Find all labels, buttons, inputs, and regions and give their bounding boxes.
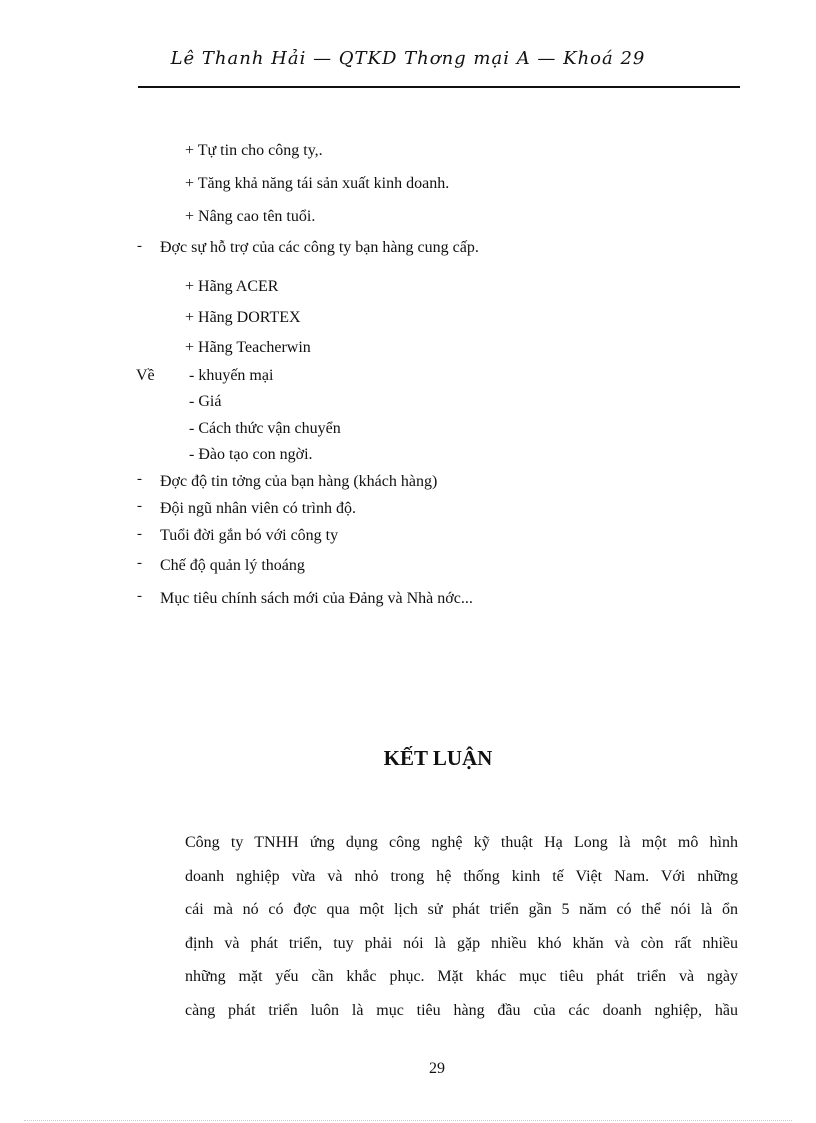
header-divider: [138, 86, 740, 88]
paragraph-line: cái mà nó có đợc qua một lịch sử phát triển gần 5 năm có thể nói là ổn: [185, 901, 738, 918]
list-item: - Cách thức vận chuyển: [189, 420, 341, 437]
page-bottom-divider: [24, 1120, 792, 1121]
conclusion-paragraph: [185, 826, 738, 1027]
page-header: Lê Thanh Hải — QTKD Thơng mại A — Khoá 29: [170, 48, 646, 69]
paragraph-line: định và phát triển, tuy phải nói là gặp nhiều khó khăn và còn rất nhiều: [185, 934, 738, 952]
list-item: - khuyến mại: [189, 367, 274, 384]
list-item: + Nâng cao tên tuổi.: [185, 208, 316, 225]
ve-label: Về: [136, 367, 155, 384]
bullet-marker: -: [137, 555, 142, 571]
paragraph-line: những mặt yếu cần khắc phục. Mặt khác mục tiêu phát triển và ngày: [185, 968, 738, 985]
list-item: + Hãng DORTEX: [185, 309, 301, 326]
paragraph-line: càng phát triển luôn là mục tiêu hàng đầu của các doanh nghiệp, hầu: [185, 1001, 738, 1019]
list-item: - Giá: [189, 393, 222, 410]
bullet-item-support: Đợc sự hỗ trợ của các công ty bạn hàng cung cấp.: [160, 239, 479, 256]
bullet-item: Đội ngũ nhân viên có trình độ.: [160, 500, 356, 517]
paragraph-line: Công ty TNHH ứng dụng công nghệ kỹ thuật Hạ Long là một mô hình: [185, 834, 738, 851]
bullet-item: Chế độ quản lý thoáng: [160, 557, 305, 574]
bullet-item: Mục tiêu chính sách mới của Đảng và Nhà nớc...: [160, 590, 473, 607]
bullet-marker: -: [137, 526, 142, 542]
list-item: + Tự tin cho công ty,.: [185, 142, 323, 159]
list-item: - Đào tạo con ngời.: [189, 446, 313, 463]
section-heading: KẾT LUẬN: [383, 746, 493, 770]
bullet-item: Tuổi đời gắn bó với công ty: [160, 527, 339, 544]
list-item: + Hãng ACER: [185, 278, 279, 295]
list-item: + Tăng khả năng tái sản xuất kinh doanh.: [185, 175, 450, 192]
bullet-marker: -: [137, 238, 142, 254]
paragraph-line: doanh nghiệp vừa và nhỏ trong hệ thống kinh tế Việt Nam. Với những: [185, 867, 738, 885]
bullet-marker: -: [137, 498, 142, 514]
bullet-marker: -: [137, 471, 142, 487]
page-number: 29: [429, 1060, 445, 1077]
bullet-marker: -: [137, 588, 142, 604]
bullet-item: Đợc độ tin tởng của bạn hàng (khách hàng): [160, 473, 438, 490]
list-item: + Hãng Teacherwin: [185, 339, 311, 356]
